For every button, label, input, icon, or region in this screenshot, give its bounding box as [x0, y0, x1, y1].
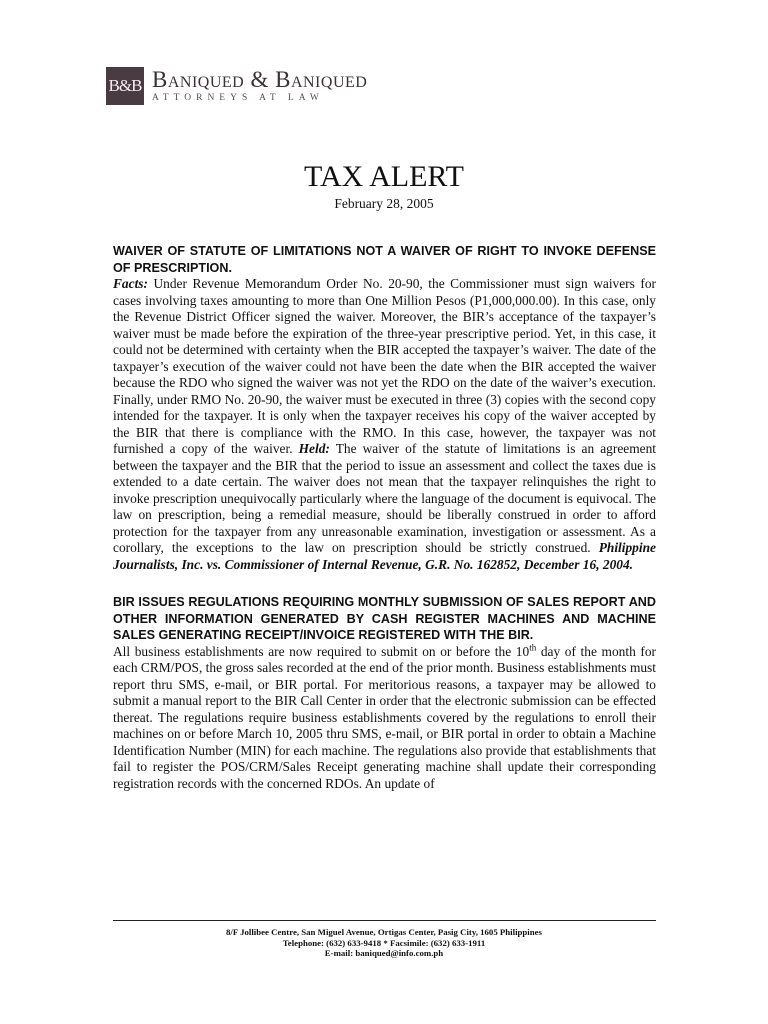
- firm-monogram: B&B: [106, 67, 144, 105]
- footer-email: E-mail: baniqued@info.com.ph: [324, 948, 444, 958]
- firm-tagline: ATTORNEYS AT LAW: [152, 93, 324, 103]
- firm-name: Baniqued & Baniqued: [152, 67, 368, 92]
- held-label: Held:: [298, 441, 330, 456]
- article-2-body: [113, 644, 656, 793]
- footer-divider: [113, 920, 656, 921]
- article-2-heading: BIR ISSUES REGULATIONS REQUIRING MONTHLY SUBMISSION OF SALES REPORT AND OTHER INFORMATION GENERATED BY CASH REGISTER MACHINES AND MACHINE SALES GENERATING RECEIPT/INVOICE REGISTERED WITH THE BIR.: [113, 595, 656, 642]
- article-2-text-start: All business establishments are now required to submit on or before the 10: [113, 643, 530, 659]
- held-text: The waiver of the statute of limitations is an agreement between the taxpayer and the BIR that the period to issue an assessment and collect the taxes due is extended to a date certain. The waiver does not mean that the taxpayer relinquishes the right to invoke prescription unequivocally particularly where the language of the document is equivocal. The law on prescription, being a remedial measure, should be liberally construed in order to afford protection for the taxpayer from any unreasonable examination, investigation or assessment. As a corollary, the exceptions to the law on prescription should be strictly construed.: [113, 441, 656, 555]
- case-citation: Philippine Journalists, Inc. vs. Commissioner of Internal Revenue, G.R. No. 162852, December 16, 2004.: [113, 540, 656, 572]
- document-date: February 28, 2005: [334, 196, 434, 211]
- document-title: TAX ALERT: [304, 160, 464, 193]
- article-1-heading: WAIVER OF STATUTE OF LIMITATIONS NOT A WAIVER OF RIGHT TO INVOKE DEFENSE OF PRESCRIPTION.: [113, 244, 656, 275]
- firm-logo: [106, 67, 367, 105]
- footer-address: 8/F Jollibee Centre, San Miguel Avenue, Ortigas Center, Pasig City, 1605 Philippines: [226, 927, 542, 937]
- ordinal-suffix: th: [529, 642, 537, 653]
- footer-phone: Telephone: (632) 633-9418 * Facsimile: (632) 633-1911: [282, 937, 486, 948]
- facts-text: Under Revenue Memorandum Order No. 20-90, the Commissioner must sign waivers for cases involving taxes amounting to more than One Million Pesos (P1,000,000.00). In this case, only the Revenue District Officer signed the waiver. Moreover, the BIR’s acceptance of the taxpayer’s waiver must be made before the expiration of the three-year prescriptive period. Yet, in this case, it could not be determined with certainty when the BIR accepted the taxpayer’s waiver. The date of the taxpayer’s execution of the waiver could not have been the date when the BIR accepted the waiver because the RDO who signed the waiver was not yet the RDO on the date of the waiver’s execution. Finally, under RMO No. 20-90, the waiver must be executed in three (3) copies with the second copy intended for the taxpayer. It is only when the taxpayer receives his copy of the waiver accepted by the BIR that there is compliance with the RMO. In this case, however, the taxpayer was not furnished a copy of the waiver.: [113, 276, 656, 456]
- article-2-text-rest: day of the month for each CRM/POS, the gross sales recorded at the end of the prior month. Business establishments must report thru SMS, e-mail, or BIR portal. For meritorious reasons, a taxpayer may be allowed to submit a manual report to the BIR Call Center in order that the electronic submission can be effected thereat. The regulations require business establishments covered by the regulations to enroll their machines on or before March 10, 2005 thru SMS, e-mail, or BIR portal in order to obtain a Machine Identification Number (MIN) for each machine. The regulations also provide that establishments that fail to register the POS/CRM/Sales Receipt generating machine shall update their corresponding registration records with the concerned RDOs. An update of: [113, 643, 656, 791]
- facts-label: Facts:: [113, 276, 148, 291]
- firm-wordmark: [152, 69, 367, 103]
- document-body: [113, 243, 656, 792]
- footer: [0, 927, 768, 959]
- section-spacer: [113, 573, 656, 594]
- article-1-body: [113, 276, 656, 573]
